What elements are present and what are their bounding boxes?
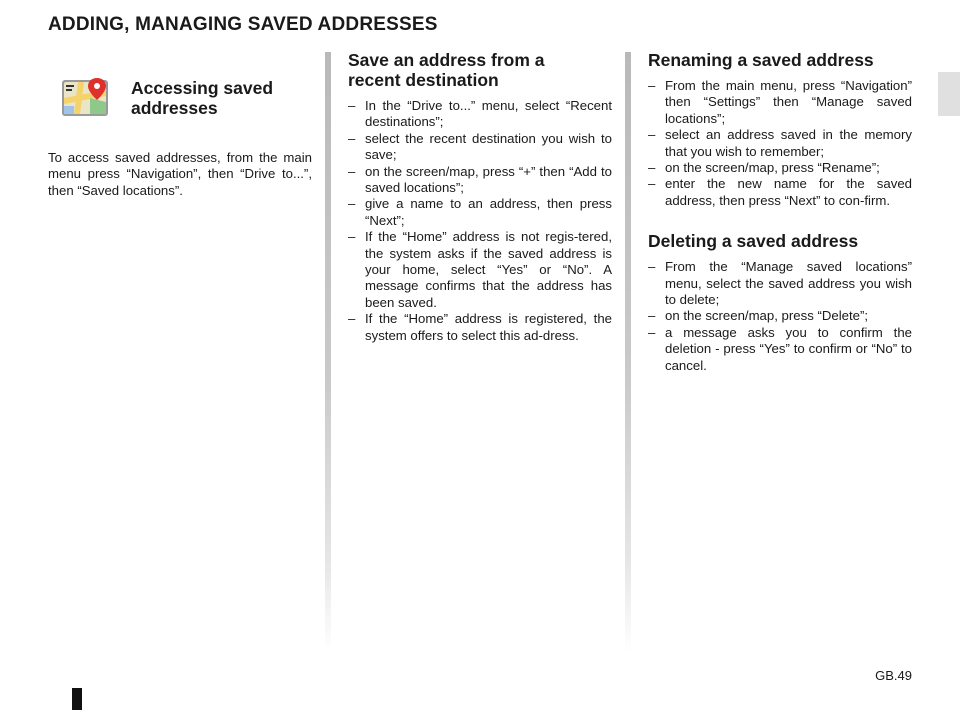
delete-steps	[648, 259, 912, 374]
save-recent-heading	[348, 50, 612, 90]
page-number: GB.49	[875, 668, 912, 683]
accessing-heading-line1: Accessing saved	[131, 78, 274, 98]
list-item: – a message asks you to confirm the deletion - press “Yes” to confirm or “No” to cancel.	[648, 325, 912, 374]
list-item: – select an address saved in the memory that you wish to remember;	[648, 127, 912, 160]
navigation-map-icon	[60, 76, 112, 120]
list-item: – on the screen/map, press “+” then “Add to saved locations”;	[348, 164, 612, 197]
list-item: – From the “Manage saved locations” menu, select the saved address you wish to delete;	[648, 259, 912, 308]
list-item: – give a name to an address, then press “Next”;	[348, 196, 612, 229]
column-save-recent-destination	[348, 50, 612, 344]
save-recent-steps	[348, 98, 612, 344]
accessing-heading	[131, 78, 273, 118]
save-recent-heading-line1: Save an address from a	[348, 50, 545, 70]
list-item: – In the “Drive to...” menu, select “Recent destinations”;	[348, 98, 612, 131]
list-item: – From the main menu, press “Navigation” then “Settings” then “Manage saved locations”;	[648, 78, 912, 127]
list-item: – select the recent destination you wish to save;	[348, 131, 612, 164]
accessing-body-text: To access saved addresses, from the main menu press “Navigation”, then “Drive to...”, then “Saved locations”.	[48, 150, 312, 198]
corner-mark	[72, 688, 82, 710]
list-item: – on the screen/map, press “Rename”;	[648, 160, 912, 176]
accessing-heading-line2: addresses	[131, 98, 218, 118]
chapter-tab	[938, 72, 960, 116]
delete-heading: Deleting a saved address	[648, 231, 859, 252]
column-divider-right	[625, 52, 631, 652]
rename-heading: Renaming a saved address	[648, 50, 874, 70]
page-title: ADDING, MANAGING SAVED ADDRESSES	[48, 14, 438, 35]
list-item: – If the “Home” address is not regis-tered, the system asks if the saved address is your home, select “Yes” or “No”. A message confirms that the address has been saved.	[348, 229, 612, 311]
column-accessing-saved-addresses	[48, 50, 312, 199]
column-rename-delete	[648, 50, 912, 374]
accessing-header	[48, 76, 312, 150]
list-item: – enter the new name for the saved address, then press “Next” to con-firm.	[648, 176, 912, 209]
list-item: – on the screen/map, press “Delete”;	[648, 308, 912, 324]
list-item: – If the “Home” address is registered, the system offers to select this ad-dress.	[348, 311, 612, 344]
save-recent-heading-line2: recent destination	[348, 70, 499, 90]
column-divider-left	[325, 52, 331, 652]
rename-steps	[648, 78, 912, 209]
